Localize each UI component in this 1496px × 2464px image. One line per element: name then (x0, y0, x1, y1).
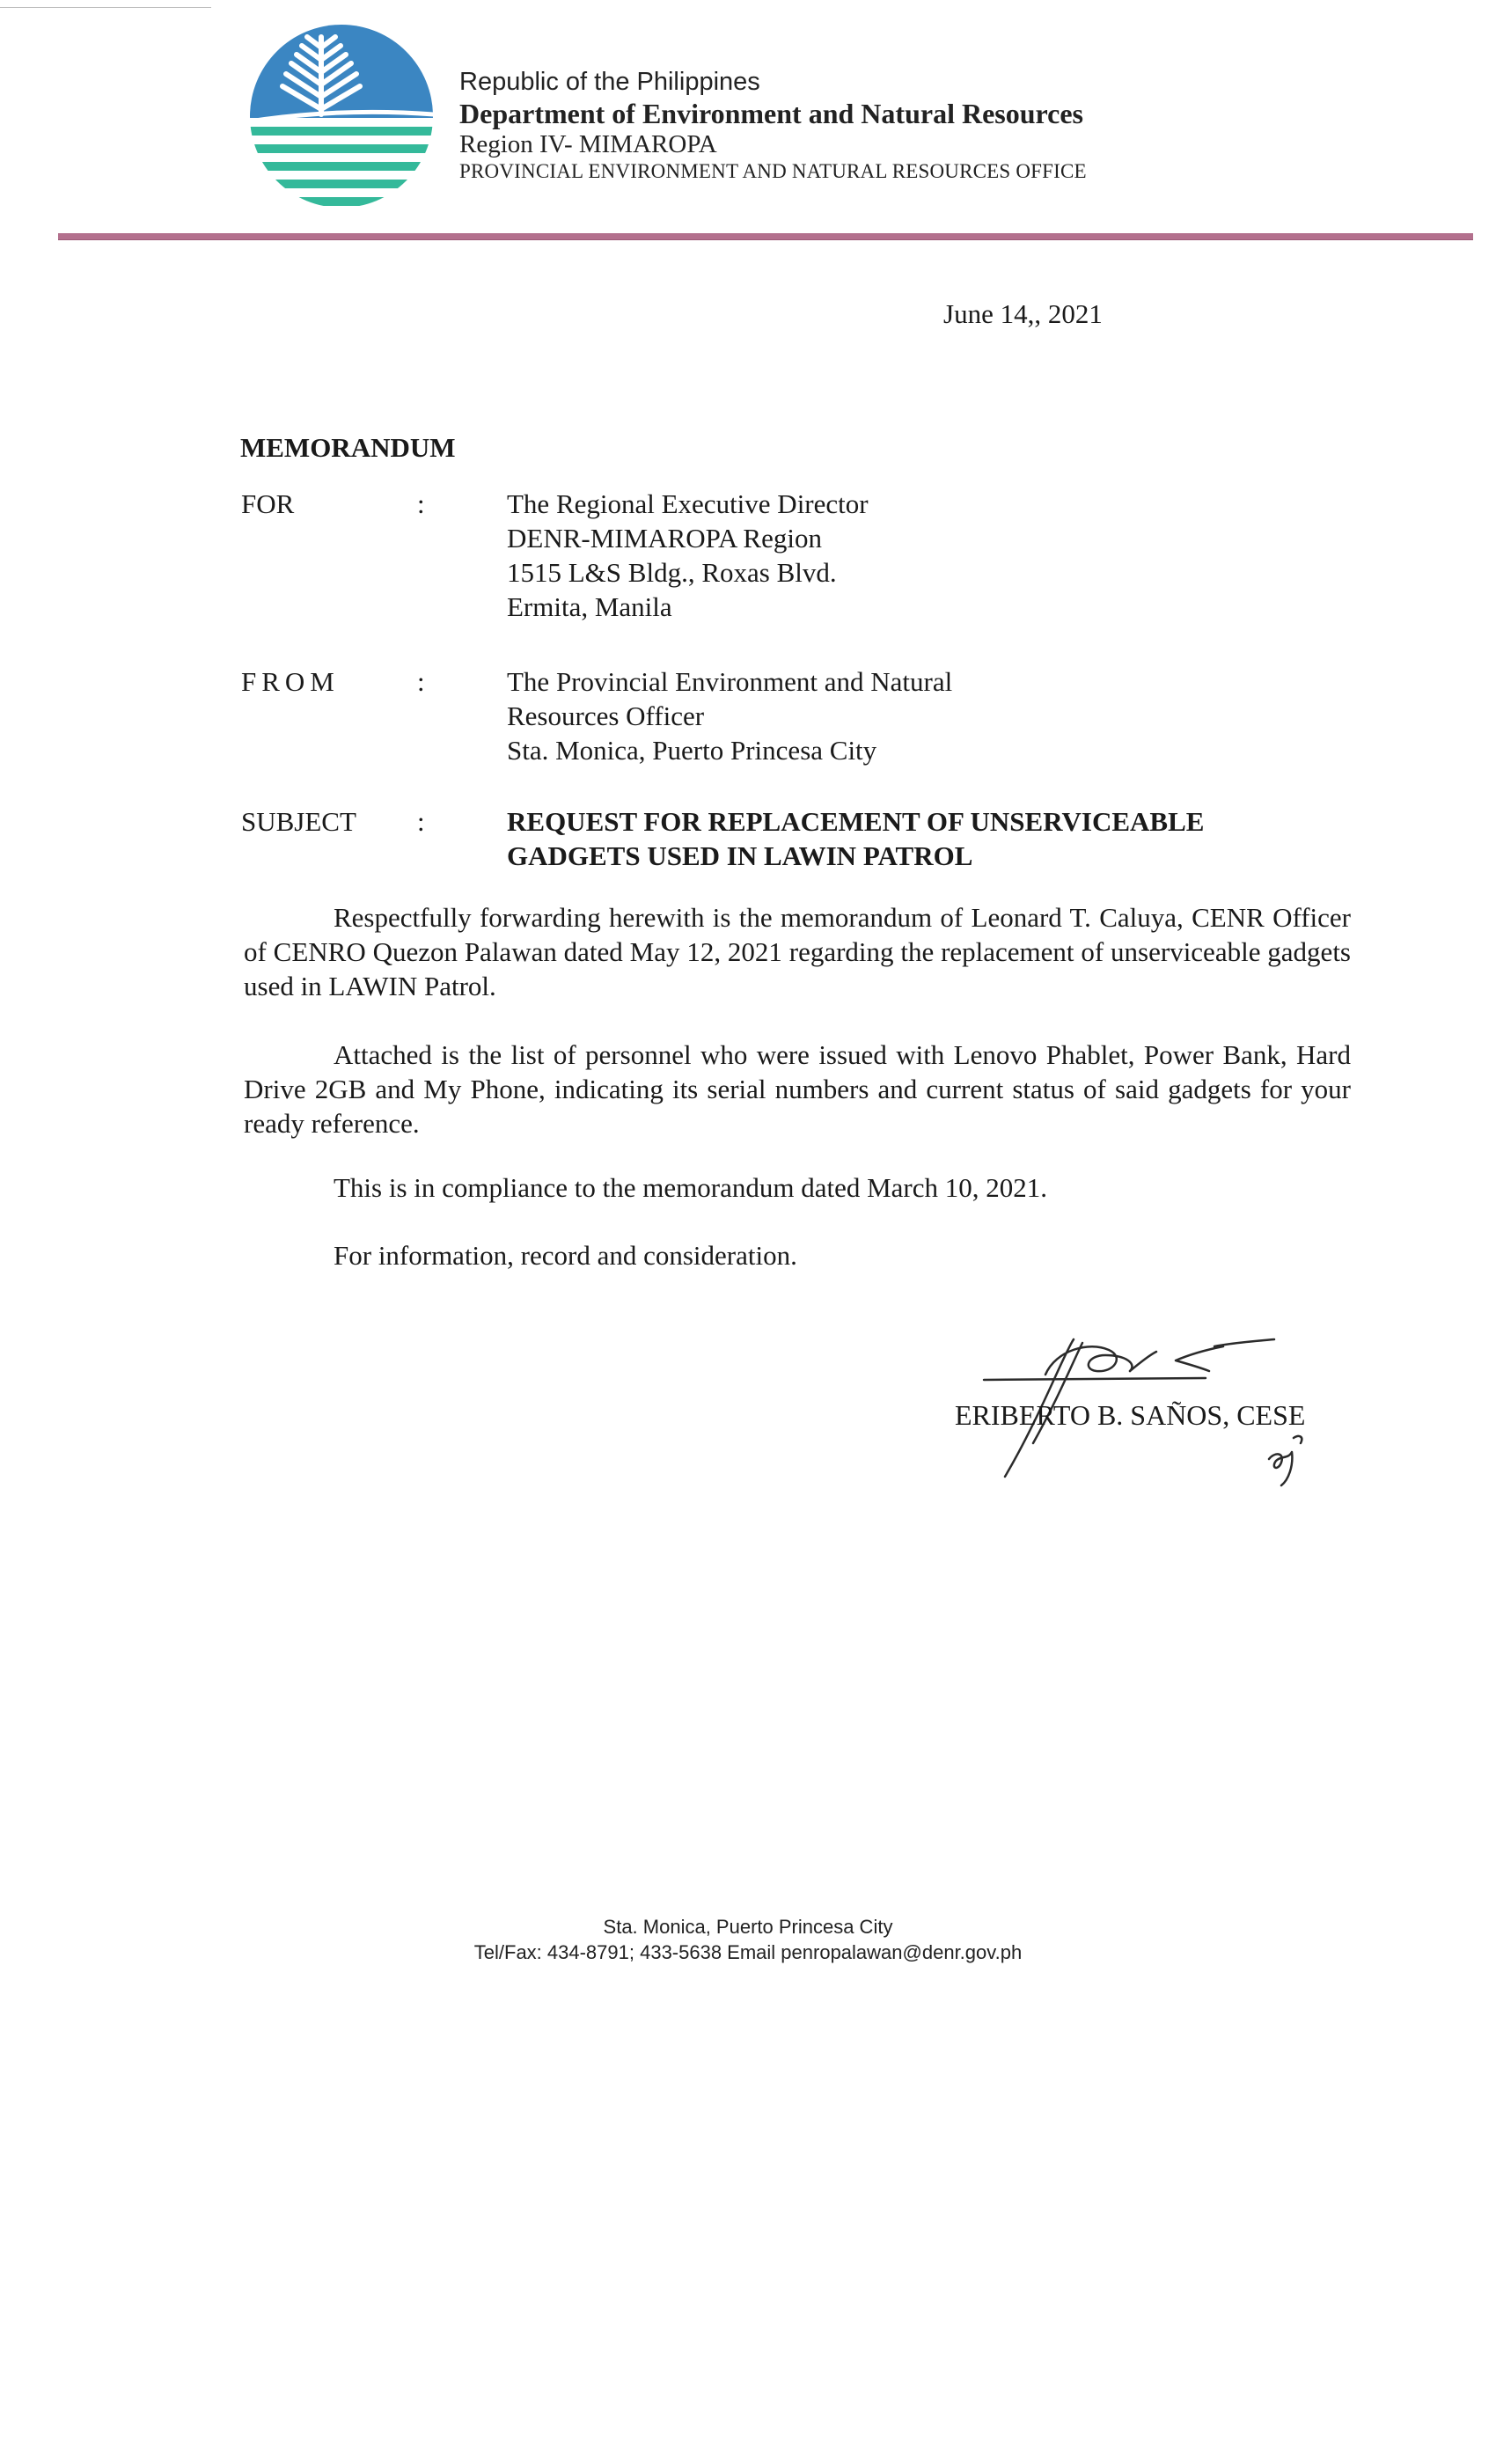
for-line: Ermita, Manila (507, 591, 672, 622)
letterhead-region: Region IV- MIMAROPA (459, 130, 717, 158)
subject-colon: : (417, 806, 425, 837)
subject-text (507, 804, 1352, 873)
letterhead (459, 67, 1339, 184)
body-paragraph: This is in compliance to the memorandum dated March 10, 2021. (334, 1172, 1047, 1203)
footer-address: Sta. Monica, Puerto Princesa City (603, 1916, 893, 1938)
for-recipient (507, 487, 1352, 624)
denr-logo (249, 23, 434, 209)
from-label: FROM (241, 666, 340, 697)
for-line: 1515 L&S Bldg., Roxas Blvd. (507, 557, 837, 588)
signature-block (942, 1320, 1346, 1496)
for-label: FOR (241, 488, 295, 519)
from-sender (507, 664, 1352, 767)
from-line: Resources Officer (507, 700, 705, 731)
subject-label: SUBJECT (241, 806, 356, 837)
body-paragraph: For information, record and consideration. (334, 1240, 797, 1271)
letterhead-department: Department of Environment and Natural Resources (459, 98, 1083, 129)
logo-water-5 (249, 197, 434, 206)
signatory-name: ERIBERTO B. SAÑOS, CESE (955, 1399, 1306, 1431)
for-colon: : (417, 488, 425, 519)
letterhead-office: PROVINCIAL ENVIRONMENT AND NATURAL RESOURCES OFFICE (459, 160, 1087, 182)
subject-line: REQUEST FOR REPLACEMENT OF UNSERVICEABLE (507, 806, 1205, 837)
letterhead-republic: Republic of the Philippines (459, 68, 760, 96)
subject-line: GADGETS USED IN LAWIN PATROL (507, 840, 973, 871)
logo-water-1 (249, 127, 434, 136)
body-paragraph: Respectfully forwarding herewith is the memorandum of Leonard T. Caluya, CENR Officer of CENRO Quezon Palawan dated May 12, 2021 regarding the replacement of unserviceable gadgets used in LAWIN Patrol. (244, 902, 1351, 1001)
logo-water-4 (249, 180, 434, 188)
logo-water-3 (249, 162, 434, 171)
memo-date: June 14,, 2021 (943, 298, 1103, 329)
memo-title: MEMORANDUM (240, 432, 456, 463)
footer (0, 1914, 1496, 1965)
footer-contact: Tel/Fax: 434-8791; 433-5638 Email penropalawan@denr.gov.ph (473, 1941, 1023, 1963)
from-line: The Provincial Environment and Natural (507, 666, 953, 697)
from-colon: : (417, 666, 425, 697)
for-line: DENR-MIMAROPA Region (507, 523, 822, 554)
scan-edge-line (0, 7, 211, 8)
header-divider (58, 233, 1473, 240)
body-paragraph: Attached is the list of personnel who were issued with Lenovo Phablet, Power Bank, Hard Drive 2GB and My Phone, indicating its serial numbers and current status of said gadgets for your ready reference. (244, 1039, 1351, 1139)
from-line: Sta. Monica, Puerto Princesa City (507, 735, 877, 766)
for-line: The Regional Executive Director (507, 488, 869, 519)
logo-water-2 (249, 144, 434, 153)
